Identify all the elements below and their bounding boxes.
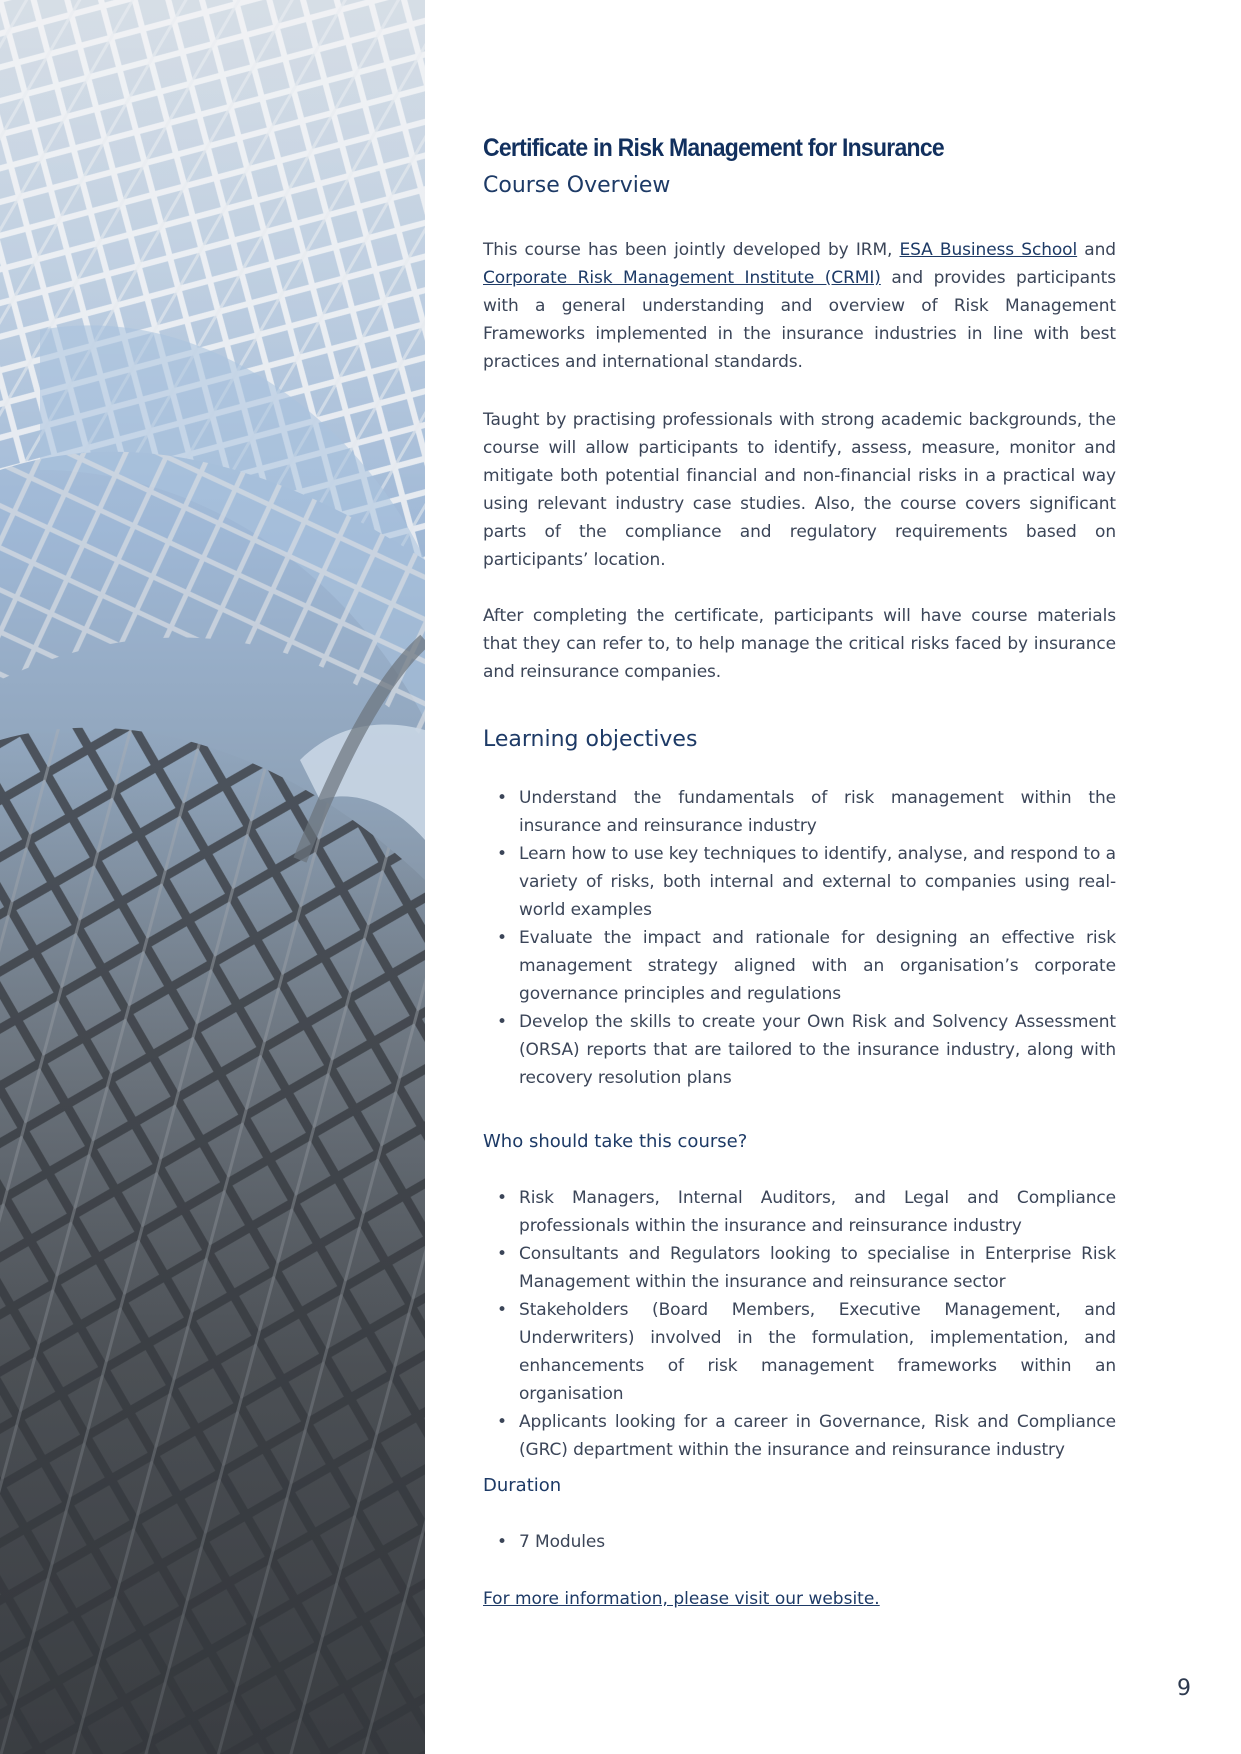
architecture-photo (0, 0, 425, 1754)
list-item: • Consultants and Regulators looking to specialise in Enterprise Risk Management within the insurance and reinsurance sector (483, 1240, 1116, 1296)
bullet: • (497, 1188, 507, 1208)
overview-paragraph-3: After completing the certificate, participants will have course materials that they can refer to, to help manage the critical risks faced by insurance and reinsurance companies. (483, 606, 1116, 682)
audience-heading: Who should take this course? (483, 1131, 748, 1152)
learning-objectives-heading: Learning objectives (483, 727, 698, 752)
page-subtitle: Course Overview (483, 173, 671, 198)
audience-list (483, 1184, 1116, 1464)
bullet: • (497, 788, 507, 808)
list-item: • Stakeholders (Board Members, Executive Management, and Underwriters) involved in the formulation, implementation, and enhancements of risk management frameworks within an organisation (483, 1296, 1116, 1408)
overview-paragraph-2: Taught by practising professionals with strong academic backgrounds, the course will allow participants to identify, assess, measure, monitor and mitigate both potential financial and non-financial risks in a practical way using relevant industry case studies. Also, the course covers significant parts of the compliance and regulatory requirements based on participants’ location. (483, 410, 1116, 570)
website-link[interactable]: For more information, please visit our website. (483, 1589, 880, 1609)
overview-text-end: and provides participants with a general understanding and overview of Risk Management Frameworks implemented in the insurance industries in line with best practices and international standards. (483, 268, 1116, 372)
list-item: • Risk Managers, Internal Auditors, and Legal and Compliance professionals within the insurance and reinsurance industry (483, 1184, 1116, 1240)
esa-business-school-link[interactable]: ESA Business School (899, 240, 1078, 260)
list-item: • 7 Modules (483, 1528, 1116, 1556)
duration-heading: Duration (483, 1475, 562, 1496)
bullet: • (497, 1300, 507, 1320)
duration-list (483, 1528, 1116, 1556)
overview-text-and: and (1077, 240, 1116, 260)
list-item: • Understand the fundamentals of risk management within the insurance and reinsurance industry (483, 784, 1116, 840)
bullet: • (497, 844, 507, 864)
bullet: • (497, 1532, 507, 1552)
learning-objectives-list (483, 784, 1116, 1092)
list-item: • Develop the skills to create your Own Risk and Solvency Assessment (ORSA) reports that are tailored to the insurance industry, along with recovery resolution plans (483, 1008, 1116, 1092)
overview-paragraph-1 (483, 236, 1116, 376)
bullet: • (497, 1244, 507, 1264)
overview-text-start: This course has been jointly developed by IRM, (483, 240, 900, 260)
crmi-link[interactable]: Corporate Risk Management Institute (CRMI) (483, 268, 881, 288)
bullet: • (497, 928, 507, 948)
bullet: • (497, 1012, 507, 1032)
list-item: • Evaluate the impact and rationale for designing an effective risk management strategy aligned with an organisation’s corporate governance principles and regulations (483, 924, 1116, 1008)
list-item: • Applicants looking for a career in Governance, Risk and Compliance (GRC) department within the insurance and reinsurance industry (483, 1408, 1116, 1464)
list-item: • Learn how to use key techniques to identify, analyse, and respond to a variety of risks, both internal and external to companies using real-world examples (483, 840, 1116, 924)
page-number: 9 (1177, 1676, 1191, 1701)
bullet: • (497, 1412, 507, 1432)
page-title: Certificate in Risk Management for Insurance (483, 134, 944, 162)
